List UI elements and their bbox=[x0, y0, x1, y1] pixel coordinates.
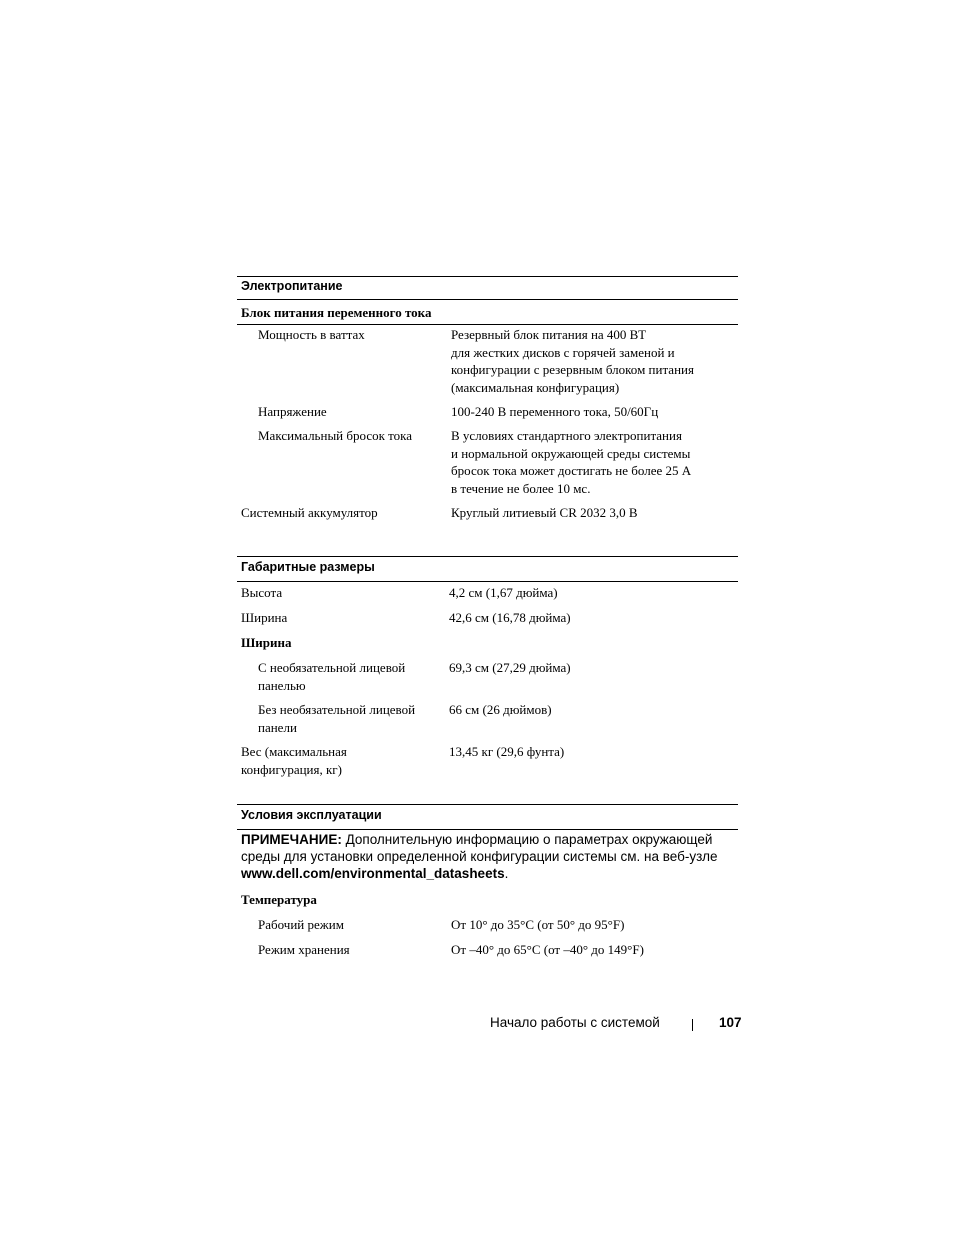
storage-value: От –40° до 65°C (от –40° до 149°F) bbox=[451, 942, 644, 957]
temperature-heading: Температура bbox=[241, 892, 317, 907]
wattage-value bbox=[451, 326, 694, 396]
wattage-label: Мощность в ваттах bbox=[258, 327, 365, 342]
power-section-title: Электропитание bbox=[237, 276, 738, 300]
power-section bbox=[237, 276, 738, 524]
note-link[interactable]: www.dell.com/environmental_datasheets bbox=[241, 866, 505, 881]
environment-section-title: Условия эксплуатации bbox=[237, 804, 738, 830]
wattage-value-line: конфигурации с резервным блоком питания bbox=[451, 362, 694, 377]
inrush-value-line: В условиях стандартного электропитания bbox=[451, 428, 682, 443]
battery-row bbox=[237, 504, 738, 524]
height-label: Высота bbox=[241, 585, 283, 600]
width-row bbox=[237, 609, 738, 634]
without-bezel-label-line: панели bbox=[258, 719, 297, 735]
wattage-value-line: (максимальная конфигурация) bbox=[451, 379, 620, 395]
operating-value: От 10° до 35°C (от 50° до 95°F) bbox=[451, 917, 625, 932]
without-bezel-row bbox=[237, 701, 738, 743]
wattage-value-line: Резервный блок питания на 400 ВТ bbox=[451, 327, 647, 342]
width-label: Ширина bbox=[241, 610, 288, 625]
weight-row bbox=[237, 743, 738, 783]
battery-label: Системный аккумулятор bbox=[241, 505, 378, 520]
weight-label-line: Вес (максимальная bbox=[241, 744, 347, 759]
storage-row bbox=[237, 941, 738, 966]
without-bezel-label-line: Без необязательной лицевой bbox=[258, 702, 416, 717]
page-number: 107 bbox=[719, 1015, 742, 1030]
environment-section bbox=[237, 804, 738, 966]
inrush-value-line: в течение не более 10 мс. bbox=[451, 480, 591, 496]
with-bezel-label bbox=[258, 659, 405, 694]
inrush-value-line: и нормальной окружающей среды системы bbox=[451, 445, 691, 461]
operating-label: Рабочий режим bbox=[258, 917, 344, 932]
voltage-label: Напряжение bbox=[258, 404, 327, 419]
storage-label: Режим хранения bbox=[258, 942, 350, 957]
inrush-value bbox=[451, 427, 691, 497]
inrush-value-line: бросок тока может достигать не более 25 А bbox=[451, 463, 692, 478]
height-row bbox=[237, 584, 738, 609]
footer-divider bbox=[692, 1019, 693, 1031]
ac-supply-header bbox=[237, 300, 738, 325]
depth-heading: Ширина bbox=[241, 635, 292, 650]
without-bezel-label bbox=[258, 701, 415, 736]
height-value: 4,2 см (1,67 дюйма) bbox=[449, 585, 558, 600]
note-text: Дополнительную информацию о параметрах окружающей bbox=[341, 832, 713, 847]
with-bezel-label-line: панелью bbox=[258, 677, 306, 693]
battery-value: Круглый литиевый CR 2032 3,0 В bbox=[451, 505, 638, 520]
weight-label bbox=[241, 743, 347, 778]
with-bezel-label-line: С необязательной лицевой bbox=[258, 660, 406, 675]
dimensions-section-title: Габаритные размеры bbox=[237, 556, 738, 582]
weight-value: 13,45 кг (29,6 фунта) bbox=[449, 744, 565, 759]
with-bezel-row bbox=[237, 659, 738, 701]
with-bezel-value: 69,3 см (27,29 дюйма) bbox=[449, 660, 571, 675]
note-label: ПРИМЕЧАНИЕ: bbox=[241, 832, 342, 847]
note-end: . bbox=[504, 866, 509, 881]
note-text: среды для установки определенной конфигурации системы см. на веб-узле bbox=[241, 849, 718, 864]
note bbox=[237, 831, 738, 882]
inrush-label: Максимальный бросок тока bbox=[258, 428, 413, 443]
dimensions-section bbox=[237, 556, 738, 783]
operating-row bbox=[237, 916, 738, 941]
wattage-value-line: для жестких дисков с горячей заменой и bbox=[451, 344, 675, 360]
inrush-row bbox=[237, 427, 738, 504]
without-bezel-value: 66 см (26 дюймов) bbox=[449, 702, 552, 717]
width-value: 42,6 см (16,78 дюйма) bbox=[449, 610, 571, 625]
weight-label-line: конфигурация, кг) bbox=[241, 761, 342, 777]
ac-supply-heading: Блок питания переменного тока bbox=[241, 305, 432, 320]
footer-chapter: Начало работы с системой bbox=[490, 1015, 660, 1030]
voltage-row bbox=[237, 403, 738, 427]
wattage-row bbox=[237, 326, 738, 403]
voltage-value: 100-240 В переменного тока, 50/60Гц bbox=[451, 404, 659, 419]
